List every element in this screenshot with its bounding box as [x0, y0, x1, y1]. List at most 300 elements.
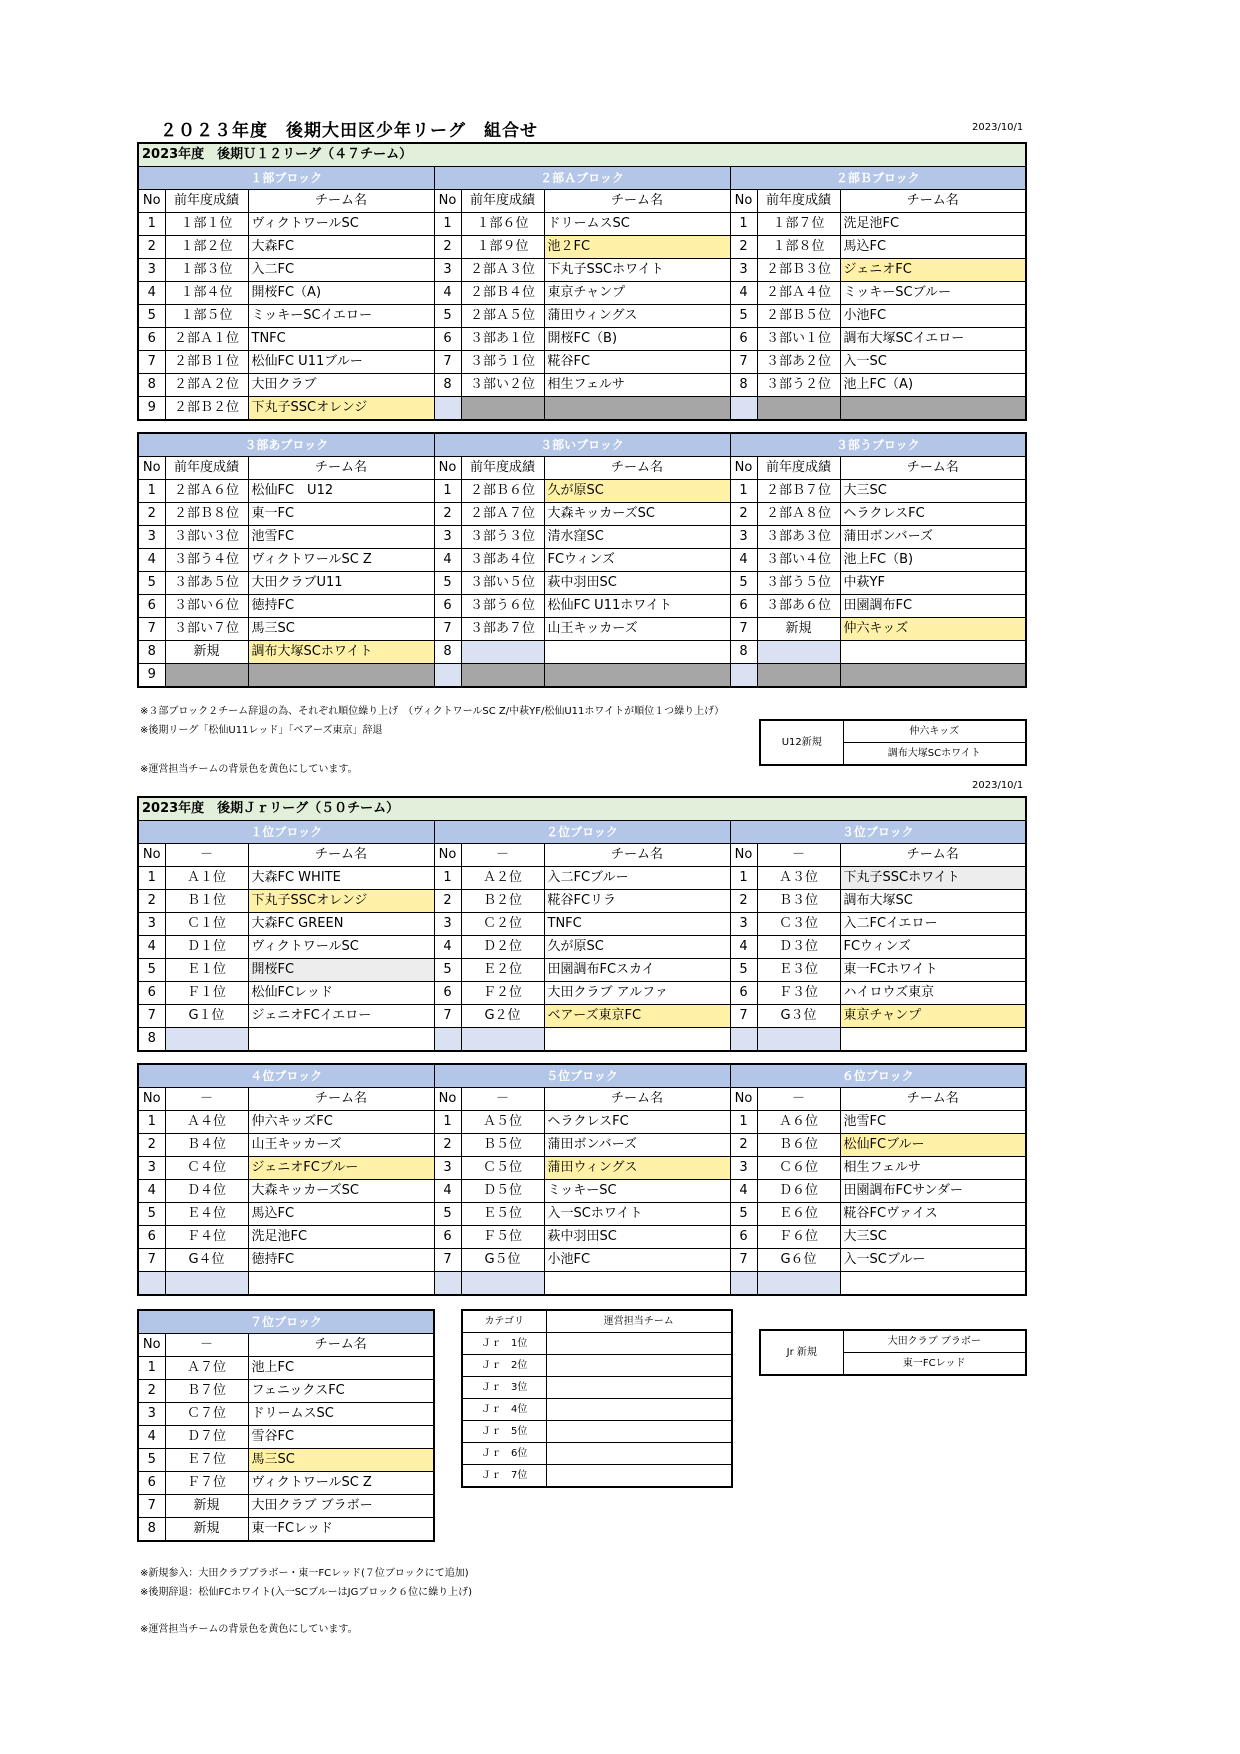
row-no: 4	[434, 282, 461, 305]
row-no: 4	[730, 282, 757, 305]
row-no	[434, 1028, 461, 1052]
table-row	[138, 1134, 1026, 1157]
table-row	[138, 1028, 1026, 1052]
col-prev: 前年度成績	[165, 457, 248, 480]
row-prev: ３部う３位	[461, 526, 544, 549]
row-no: 1	[138, 480, 165, 503]
col-team: チーム名	[248, 190, 434, 213]
row-team: 小池FC	[544, 1249, 730, 1272]
table-row	[138, 236, 1026, 259]
block-header: ３部あブロック	[138, 433, 434, 457]
row-team: 相生フェルサ	[544, 374, 730, 397]
row-team	[544, 397, 730, 421]
row-prev: Ｂ１位	[165, 890, 248, 913]
row-team: 大森キッカーズSC	[248, 1180, 434, 1203]
row-prev	[461, 397, 544, 421]
row-team: 馬込FC	[248, 1203, 434, 1226]
row-prev: Ｆ６位	[757, 1226, 840, 1249]
row-no: 3	[434, 526, 461, 549]
table-row	[138, 351, 1026, 374]
row-team: 調布大塚SCホワイト	[248, 641, 434, 664]
row-prev: Ｅ２位	[461, 959, 544, 982]
row-prev: Ａ１位	[165, 867, 248, 890]
row-team: ハイロウズ東京	[840, 982, 1026, 1005]
row-prev: Ａ３位	[757, 867, 840, 890]
table-row	[138, 1180, 1026, 1203]
table-row	[138, 1518, 434, 1542]
row-team: 入一SCブルー	[840, 1249, 1026, 1272]
col-no: No	[434, 1088, 461, 1111]
row-prev: Ｄ４位	[165, 1180, 248, 1203]
row-no: 5	[730, 572, 757, 595]
u12-new-label: U12新規	[760, 720, 843, 765]
row-prev: ３部う１位	[461, 351, 544, 374]
table-row	[138, 1157, 1026, 1180]
row-no: 7	[138, 1005, 165, 1028]
col-no: No	[730, 1088, 757, 1111]
row-prev: ３部あ７位	[461, 618, 544, 641]
block-header: １位ブロック	[138, 821, 434, 844]
table-row	[138, 1005, 1026, 1028]
row-team: 松仙FCブルー	[840, 1134, 1026, 1157]
row-no: 5	[138, 959, 165, 982]
row-team: ヴィクトワールSC Z	[248, 1472, 434, 1495]
row-prev: Ｃ３位	[757, 913, 840, 936]
table-row	[138, 1426, 434, 1449]
row-team	[840, 641, 1026, 664]
row-no: 3	[434, 259, 461, 282]
row-no: 6	[138, 982, 165, 1005]
row-prev	[165, 664, 248, 688]
row-prev: Ｄ６位	[757, 1180, 840, 1203]
row-no: 5	[138, 1449, 165, 1472]
table-row	[138, 1203, 1026, 1226]
row-no: 4	[138, 936, 165, 959]
row-prev: １部１位	[165, 213, 248, 236]
row-no: 5	[434, 572, 461, 595]
jr-new-label: Jr 新規	[760, 1330, 843, 1375]
u12-table-top	[137, 142, 1027, 421]
row-prev	[757, 664, 840, 688]
row-prev: Ａ５位	[461, 1111, 544, 1134]
row-team: 松仙FCレッド	[248, 982, 434, 1005]
row-prev: G５位	[461, 1249, 544, 1272]
row-no: 8	[138, 1028, 165, 1052]
row-no: 5	[730, 959, 757, 982]
row-team: 大森FC GREEN	[248, 913, 434, 936]
col-prev: 前年度成績	[757, 457, 840, 480]
row-team: 田園調布FCサンダー	[840, 1180, 1026, 1203]
row-team: 徳持FC	[248, 595, 434, 618]
row-team: 入二FCブルー	[544, 867, 730, 890]
staff-col-team: 運営担当チーム	[546, 1310, 732, 1333]
row-team: 久が原SC	[544, 936, 730, 959]
col-no: No	[138, 457, 165, 480]
table-row	[138, 572, 1026, 595]
row-no: 1	[730, 1111, 757, 1134]
block-header: ５位ブロック	[434, 1064, 730, 1088]
row-team	[840, 1272, 1026, 1296]
row-team: 東一FC	[248, 503, 434, 526]
row-prev: G６位	[757, 1249, 840, 1272]
col-prev: 前年度成績	[757, 190, 840, 213]
row-no: 1	[138, 867, 165, 890]
row-team	[840, 1028, 1026, 1052]
row-team: 洗足池FC	[248, 1226, 434, 1249]
table-row	[138, 397, 1026, 421]
table-row	[138, 913, 1026, 936]
row-team: 入一SC	[840, 351, 1026, 374]
staff-row	[462, 1421, 732, 1443]
row-team: ヴィクトワールSC	[248, 936, 434, 959]
row-prev: Ｃ４位	[165, 1157, 248, 1180]
row-prev: Ｂ６位	[757, 1134, 840, 1157]
table-row	[138, 1495, 434, 1518]
block-header-row	[138, 167, 1026, 190]
row-no: 5	[730, 1203, 757, 1226]
row-prev: Ｆ３位	[757, 982, 840, 1005]
row-prev: Ｂ３位	[757, 890, 840, 913]
row-no: 2	[434, 890, 461, 913]
staff-header-row	[462, 1310, 732, 1333]
col-team: チーム名	[248, 1334, 434, 1357]
row-team: TNFC	[248, 328, 434, 351]
row-team: 馬込FC	[840, 236, 1026, 259]
row-no: 4	[730, 936, 757, 959]
column-header-row	[138, 1088, 1026, 1111]
row-prev: ３部う２位	[757, 374, 840, 397]
row-no: 5	[434, 1203, 461, 1226]
row-prev: ３部い３位	[165, 526, 248, 549]
row-prev: ３部あ６位	[757, 595, 840, 618]
row-no: 2	[730, 236, 757, 259]
row-no: 2	[730, 890, 757, 913]
table-row	[138, 936, 1026, 959]
row-team: ミッキーSC	[544, 1180, 730, 1203]
row-no: 4	[138, 549, 165, 572]
table-row	[138, 374, 1026, 397]
row-prev: 新規	[757, 618, 840, 641]
row-prev: ２部Ａ４位	[757, 282, 840, 305]
col-prev: －	[165, 844, 248, 867]
row-team: 松仙FC U11ブルー	[248, 351, 434, 374]
row-prev: Ｄ２位	[461, 936, 544, 959]
staff-category: Ｊｒ 5位	[462, 1421, 546, 1443]
table-row	[138, 867, 1026, 890]
row-no	[730, 1272, 757, 1296]
row-no: 3	[138, 1403, 165, 1426]
staff-row	[462, 1355, 732, 1377]
row-prev	[757, 1028, 840, 1052]
row-team	[248, 1028, 434, 1052]
col-prev: －	[165, 1334, 248, 1357]
row-prev: ３部い６位	[165, 595, 248, 618]
block-header-row	[138, 1064, 1026, 1088]
table-row	[138, 890, 1026, 913]
block-header: ３位ブロック	[730, 821, 1026, 844]
row-team: 下丸子SSCホワイト	[544, 259, 730, 282]
row-no: 6	[434, 595, 461, 618]
row-team: ジェニオFC	[840, 259, 1026, 282]
row-prev	[757, 1272, 840, 1296]
row-prev: ３部あ４位	[461, 549, 544, 572]
row-prev: Ａ２位	[461, 867, 544, 890]
row-team	[248, 664, 434, 688]
block-header: ２部Ｂブロック	[730, 167, 1026, 190]
jr-new-box	[759, 1329, 1027, 1376]
u12-note-2: ※後期リーグ「松仙U11レッド」「ベアーズ東京」辞退	[140, 725, 383, 736]
table-row	[138, 641, 1026, 664]
row-prev: １部３位	[165, 259, 248, 282]
row-team: 馬三SC	[248, 618, 434, 641]
jr-note-1: ※新規参入：大田クラブブラボー・東一FCレッド(７位ブロックにて追加)	[140, 1568, 469, 1579]
row-no: 4	[138, 282, 165, 305]
row-prev: Ｆ７位	[165, 1472, 248, 1495]
row-team: 松仙FC U11ホワイト	[544, 595, 730, 618]
row-no: 7	[434, 618, 461, 641]
row-team: 久が原SC	[544, 480, 730, 503]
row-no: 4	[434, 936, 461, 959]
row-no	[730, 1028, 757, 1052]
row-team: 東一FCレッド	[248, 1518, 434, 1542]
row-prev: １部６位	[461, 213, 544, 236]
table-row	[138, 1226, 1026, 1249]
column-header-row	[138, 457, 1026, 480]
row-no: 3	[434, 913, 461, 936]
page-title: ２０２３年度 後期大田区少年リーグ 組合せ	[160, 121, 538, 141]
row-team	[544, 664, 730, 688]
col-prev: 前年度成績	[461, 190, 544, 213]
row-no: 2	[730, 1134, 757, 1157]
row-no: 7	[434, 1249, 461, 1272]
row-team: 池上FC	[248, 1357, 434, 1380]
jr-new-team-2: 東一FCレッド	[843, 1353, 1026, 1376]
row-team: 入二FC	[248, 259, 434, 282]
staff-category: Ｊｒ 4位	[462, 1399, 546, 1421]
jr-note-2: ※後期辞退：松仙FCホワイト(入一SCブルーはJGブロック６位に繰り上げ)	[140, 1587, 473, 1598]
row-no: 1	[138, 213, 165, 236]
row-no: 2	[138, 503, 165, 526]
row-prev: １部５位	[165, 305, 248, 328]
row-team	[544, 641, 730, 664]
row-no: 2	[138, 1380, 165, 1403]
staff-team	[546, 1399, 732, 1421]
row-no: 1	[138, 1357, 165, 1380]
row-no: 9	[138, 664, 165, 688]
row-team: 洗足池FC	[840, 213, 1026, 236]
row-no: 3	[730, 1157, 757, 1180]
staff-team	[546, 1421, 732, 1443]
block-header: ７位ブロック	[138, 1310, 434, 1334]
staff-category: Ｊｒ 6位	[462, 1443, 546, 1465]
table-row	[138, 1111, 1026, 1134]
row-prev: ２部Ａ１位	[165, 328, 248, 351]
block-header: ４位ブロック	[138, 1064, 434, 1088]
staff-row	[462, 1443, 732, 1465]
row-no: 7	[138, 1495, 165, 1518]
row-team: 糀谷FCヴァイス	[840, 1203, 1026, 1226]
row-team: 仲六キッズFC	[248, 1111, 434, 1134]
col-team: チーム名	[840, 190, 1026, 213]
row-no: 3	[730, 526, 757, 549]
row-prev: １部７位	[757, 213, 840, 236]
row-team: 萩中羽田SC	[544, 572, 730, 595]
block-header-row	[138, 821, 1026, 844]
row-no: 1	[434, 1111, 461, 1134]
row-prev: Ｄ５位	[461, 1180, 544, 1203]
column-header-row	[138, 190, 1026, 213]
row-team	[544, 1272, 730, 1296]
row-prev: ２部Ｂ８位	[165, 503, 248, 526]
table-row	[138, 982, 1026, 1005]
row-no: 6	[434, 982, 461, 1005]
row-no	[434, 664, 461, 688]
row-no: 2	[434, 236, 461, 259]
row-prev: ３部い４位	[757, 549, 840, 572]
table-row	[138, 1272, 1026, 1296]
row-no: 3	[138, 526, 165, 549]
row-team: ヘラクレスFC	[840, 503, 1026, 526]
row-team: 蒲田ウィングス	[544, 305, 730, 328]
row-team: 東京チャンプ	[544, 282, 730, 305]
u12-new-team-1: 仲六キッズ	[843, 720, 1026, 743]
row-prev: １部２位	[165, 236, 248, 259]
u12-note-1: ※３部ブロック２チーム辞退の為、それぞれ順位繰り上げ （ヴィクトワールSC Z/中萩YF/松仙U11ホワイトが順位１つ繰り上げ）	[140, 706, 725, 717]
row-no: 2	[730, 503, 757, 526]
row-team: 仲六キッズ	[840, 618, 1026, 641]
row-no: 7	[730, 618, 757, 641]
row-no: 5	[730, 305, 757, 328]
row-no: 5	[138, 572, 165, 595]
row-prev: Ｄ７位	[165, 1426, 248, 1449]
row-prev: Ｃ１位	[165, 913, 248, 936]
row-prev: ２部Ｂ６位	[461, 480, 544, 503]
row-no: 5	[434, 305, 461, 328]
row-no: 1	[434, 480, 461, 503]
col-no: No	[434, 190, 461, 213]
row-prev: １部８位	[757, 236, 840, 259]
row-team: 大田クラブ	[248, 374, 434, 397]
row-no: 7	[434, 1005, 461, 1028]
row-team: 開桜FC	[248, 959, 434, 982]
jr-note-yellow: ※運営担当チームの背景色を黄色にしています。	[140, 1624, 358, 1635]
row-prev: ２部Ａ２位	[165, 374, 248, 397]
row-team: 雪谷FC	[248, 1426, 434, 1449]
row-prev: Ｃ２位	[461, 913, 544, 936]
row-no: 7	[138, 351, 165, 374]
row-team: 下丸子SSCオレンジ	[248, 890, 434, 913]
row-no: 4	[138, 1180, 165, 1203]
row-no: 1	[434, 867, 461, 890]
row-prev: ３部あ３位	[757, 526, 840, 549]
table-row	[138, 664, 1026, 688]
row-prev: Ｂ７位	[165, 1380, 248, 1403]
row-prev: ３部い５位	[461, 572, 544, 595]
row-no: 2	[138, 236, 165, 259]
row-prev: G１位	[165, 1005, 248, 1028]
row-team: ドリームスSC	[248, 1403, 434, 1426]
row-no: 2	[434, 1134, 461, 1157]
row-no: 2	[138, 1134, 165, 1157]
row-no: 5	[138, 1203, 165, 1226]
row-team: 松仙FC U12	[248, 480, 434, 503]
col-no: No	[434, 844, 461, 867]
row-no: 7	[730, 351, 757, 374]
column-header-row	[138, 844, 1026, 867]
row-prev: １部９位	[461, 236, 544, 259]
block-header: ６位ブロック	[730, 1064, 1026, 1088]
staff-category: Ｊｒ 7位	[462, 1465, 546, 1488]
row-no: 3	[138, 1157, 165, 1180]
row-prev: 新規	[165, 641, 248, 664]
row-team: 大田クラブ ブラボー	[248, 1495, 434, 1518]
row-team: 大田クラブU11	[248, 572, 434, 595]
row-no: 7	[138, 618, 165, 641]
row-team: 池上FC（A)	[840, 374, 1026, 397]
u12-new-team-2: 調布大塚SCホワイト	[843, 743, 1026, 766]
row-prev: ２部Ｂ４位	[461, 282, 544, 305]
block-header: ２部Ａブロック	[434, 167, 730, 190]
row-prev: Ｅ７位	[165, 1449, 248, 1472]
staff-category: Ｊｒ 2位	[462, 1355, 546, 1377]
row-no: 6	[730, 595, 757, 618]
row-team: 大三SC	[840, 480, 1026, 503]
row-no: 7	[730, 1005, 757, 1028]
table-row	[138, 959, 1026, 982]
row-no	[138, 1272, 165, 1296]
row-team: FCウィンズ	[544, 549, 730, 572]
row-no: 8	[138, 374, 165, 397]
staff-category: Ｊｒ 3位	[462, 1377, 546, 1399]
row-team	[248, 1272, 434, 1296]
col-no: No	[730, 844, 757, 867]
row-prev: Ｂ４位	[165, 1134, 248, 1157]
table-row	[138, 1357, 434, 1380]
block-header-row	[138, 433, 1026, 457]
section-title-row	[138, 143, 1026, 167]
row-prev: Ｅ３位	[757, 959, 840, 982]
row-no: 6	[138, 328, 165, 351]
table-row	[138, 526, 1026, 549]
row-prev	[461, 1028, 544, 1052]
row-team: 調布大塚SCイエロー	[840, 328, 1026, 351]
row-prev: G２位	[461, 1005, 544, 1028]
row-team: ベアーズ東京FC	[544, 1005, 730, 1028]
table-row	[138, 549, 1026, 572]
staff-row	[462, 1377, 732, 1399]
staff-team	[546, 1377, 732, 1399]
row-prev: Ｃ６位	[757, 1157, 840, 1180]
row-prev: ３部あ２位	[757, 351, 840, 374]
col-team: チーム名	[544, 844, 730, 867]
row-no: 6	[730, 328, 757, 351]
row-prev: ２部Ｂ７位	[757, 480, 840, 503]
row-no: 3	[138, 913, 165, 936]
row-team: 田園調布FC	[840, 595, 1026, 618]
row-team: 東京チャンプ	[840, 1005, 1026, 1028]
row-no: 1	[730, 480, 757, 503]
row-prev: Ｂ２位	[461, 890, 544, 913]
row-prev	[165, 1028, 248, 1052]
row-prev	[757, 641, 840, 664]
row-team: 池２FC	[544, 236, 730, 259]
row-team: 蒲田ウィングス	[544, 1157, 730, 1180]
jr-table-bottom	[137, 1063, 1027, 1296]
table-row	[138, 1249, 1026, 1272]
row-prev: ２部Ａ６位	[165, 480, 248, 503]
table-row	[138, 503, 1026, 526]
staff-row	[462, 1399, 732, 1421]
